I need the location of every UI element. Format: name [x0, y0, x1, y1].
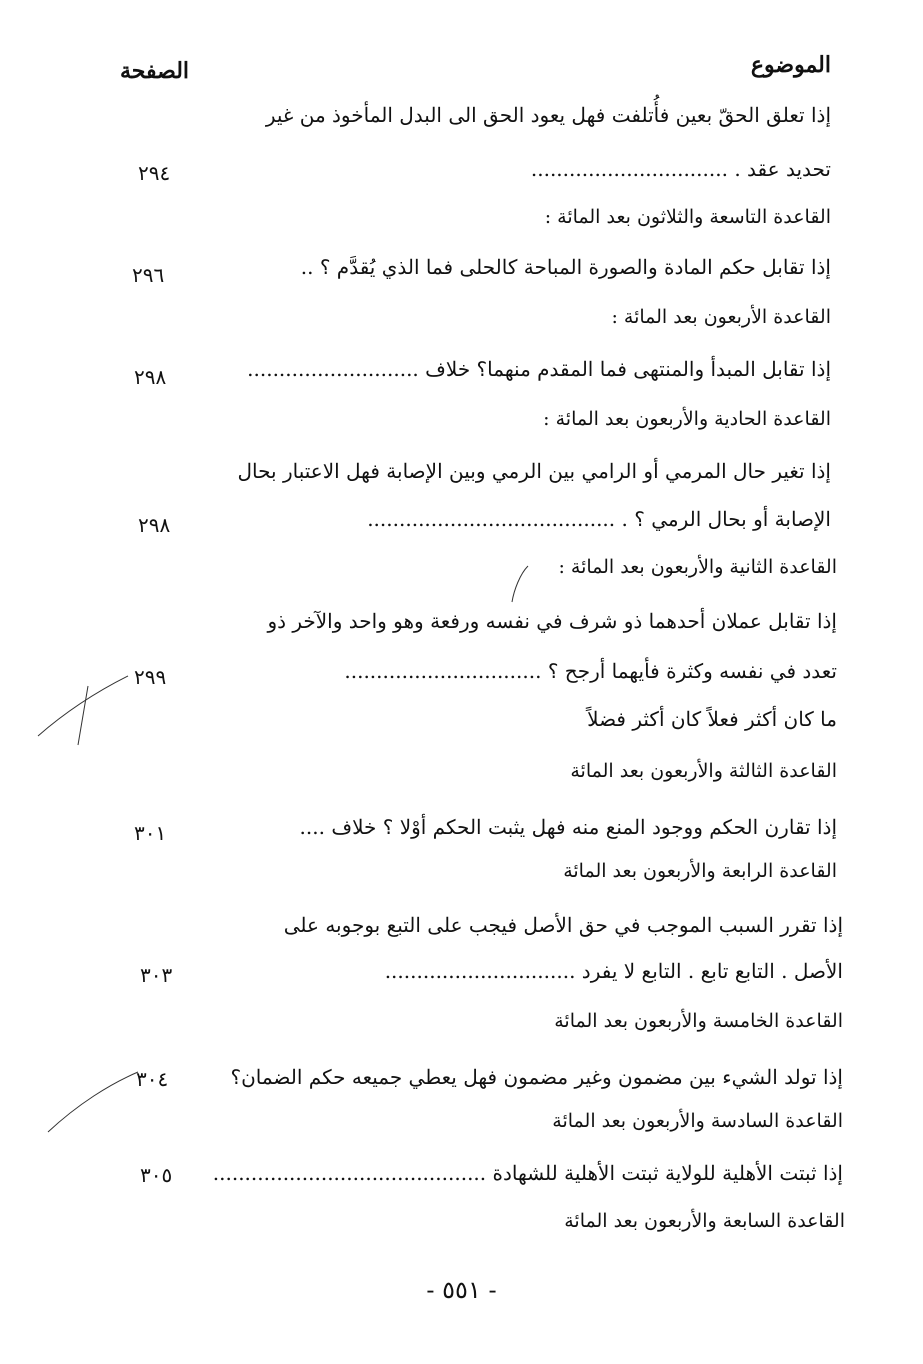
entry-line	[300, 812, 837, 842]
rule-heading: القاعدة الحادية والأربعون بعد المائة :	[543, 408, 831, 430]
leader-dots: ....	[299, 815, 325, 839]
leader-dots: .......................................	[367, 507, 616, 531]
leader-dots: ...........................	[247, 357, 419, 381]
entry-line	[385, 956, 843, 986]
entry-line: إذا تقابل عملان أحدهما ذو شرف في نفسه ورفعة وهو واحد والآخر ذو	[267, 609, 837, 633]
entry-line: إذا تغير حال المرمي أو الرامي بين الرمي وبين الإصابة فهل الاعتبار بحال	[237, 459, 831, 483]
entry-text: تعدد في نفسه وكثرة فأيهما أرجح ؟	[547, 659, 837, 683]
pen-stroke	[78, 686, 88, 745]
entry-text: إذا ثبتت الأهلية للولاية ثبتت الأهلية للشهادة	[492, 1161, 843, 1185]
column-header-topic: الموضوع	[750, 52, 831, 78]
entry-text: الأصل . التابع تابع . التابع لا يفرد	[581, 959, 843, 983]
column-header-page: الصفحة	[120, 58, 190, 84]
entry-text: الإصابة أو بحال الرمي ؟ .	[621, 507, 831, 531]
page-reference: ٢٩٨	[138, 513, 171, 537]
entry-text: إذا تقابل المبدأ والمنتهى فما المقدم منهما؟ خلاف	[425, 357, 831, 381]
page-number: - ٥٥١ -	[426, 1276, 497, 1304]
entry-line	[344, 656, 837, 686]
entry-line: إذا تعلق الحقّ بعين فأُتلفت فهل يعود الحق الى البدل المأخوذ من غير	[265, 103, 831, 127]
page-reference: ٣٠٤	[136, 1067, 169, 1091]
entry-text: تحديد عقد .	[734, 157, 831, 181]
entry-line	[247, 354, 831, 384]
entry-line	[367, 504, 831, 534]
rule-heading: القاعدة الخامسة والأربعون بعد المائة	[554, 1010, 843, 1032]
entry-line	[213, 1158, 843, 1188]
entry-line: ما كان أكثر فعلاً كان أكثر فضلاً	[587, 707, 837, 731]
page-reference: ٣٠١	[134, 821, 167, 845]
rule-heading: القاعدة التاسعة والثلاثون بعد المائة :	[544, 206, 831, 228]
entry-line: إذا تقابل حكم المادة والصورة المباحة كالحلى فما الذي يُقدَّم ؟ ..	[300, 255, 831, 279]
page-reference: ٣٠٣	[140, 963, 173, 987]
page-reference: ٢٩٤	[138, 161, 171, 185]
pen-stroke	[48, 1072, 138, 1132]
entry-line: إذا تولد الشيء بين مضمون وغير مضمون فهل يعطي جميعه حكم الضمان؟	[230, 1065, 843, 1089]
pen-stroke	[512, 566, 528, 602]
page-reference: ٢٩٨	[134, 365, 167, 389]
entry-line: إذا تقرر السبب الموجب في حق الأصل فيجب على التبع بوجوبه على	[283, 913, 843, 937]
pen-stroke	[38, 676, 128, 736]
entry-text: إذا تقارن الحكم ووجود المنع منه فهل يثبت الحكم أوْلا ؟ خلاف	[331, 815, 837, 839]
rule-heading: القاعدة الرابعة والأربعون بعد المائة	[563, 860, 837, 882]
page-reference: ٢٩٦	[132, 263, 165, 287]
leader-dots: ...............................	[344, 659, 542, 683]
entry-line	[531, 154, 831, 184]
rule-heading: القاعدة الثانية والأربعون بعد المائة :	[558, 556, 837, 578]
rule-heading: القاعدة السادسة والأربعون بعد المائة	[552, 1110, 843, 1132]
page-reference: ٣٠٥	[140, 1163, 173, 1187]
page-reference: ٢٩٩	[134, 665, 167, 689]
leader-dots: ...............................	[530, 157, 728, 181]
leader-dots: ...........................................	[212, 1161, 487, 1185]
rule-heading: القاعدة الأربعون بعد المائة :	[611, 306, 831, 328]
rule-heading: القاعدة الثالثة والأربعون بعد المائة	[570, 760, 837, 782]
rule-heading: القاعدة السابعة والأربعون بعد المائة	[564, 1210, 845, 1232]
leader-dots: ..............................	[384, 959, 576, 983]
